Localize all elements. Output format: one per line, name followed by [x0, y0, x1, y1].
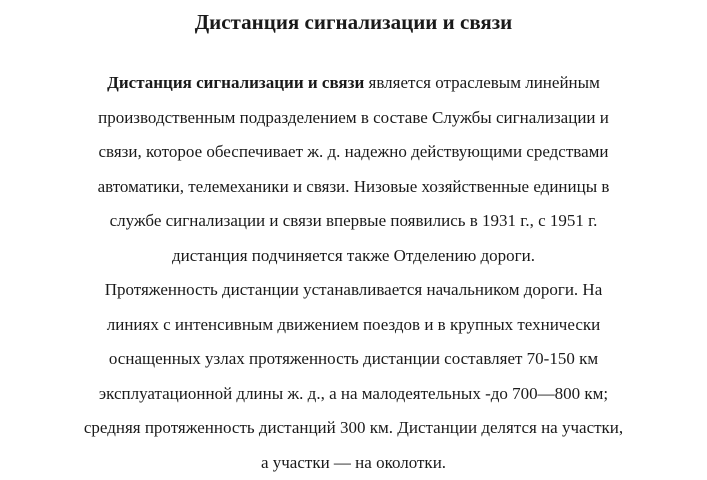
text-line-8: линиях с интенсивным движением поездов и в крупных технически [106, 314, 601, 334]
text-line-10: эксплуатационной длины ж. д., а на малодеятельных -до 700—800 км; [98, 383, 609, 403]
text-line-4: автоматики, телемеханики и связи. Низовые хозяйственные единицы в [97, 176, 610, 196]
text-line-6: дистанция подчиняется также Отделению дороги. [171, 245, 536, 265]
page-title: Дистанция сигнализации и связи [194, 10, 513, 34]
text-line-1-rest: является отраслевым линейным [364, 73, 600, 92]
article-body [20, 66, 687, 480]
text-line-2: производственным подразделением в составе Службы сигнализации и [98, 107, 609, 127]
lead-term: Дистанция сигнализации и связи [107, 73, 365, 92]
text-line-3: связи, которое обеспечивает ж. д. надежно действующими средствами [98, 142, 609, 161]
text-line-7: Протяженность дистанции устанавливается начальником дороги. На [104, 280, 603, 299]
text-line-11: средняя протяженность дистанций 300 км. Дистанции делятся на участки, [83, 418, 624, 437]
text-line-9: оснащенных узлах протяженность дистанции составляет 70-150 км [108, 349, 599, 368]
text-line-5: службе сигнализации и связи впервые появились в 1931 г., с 1951 г. [109, 211, 598, 230]
text-line-12: а участки — на околотки. [260, 452, 447, 472]
text-line-1 [107, 73, 600, 92]
